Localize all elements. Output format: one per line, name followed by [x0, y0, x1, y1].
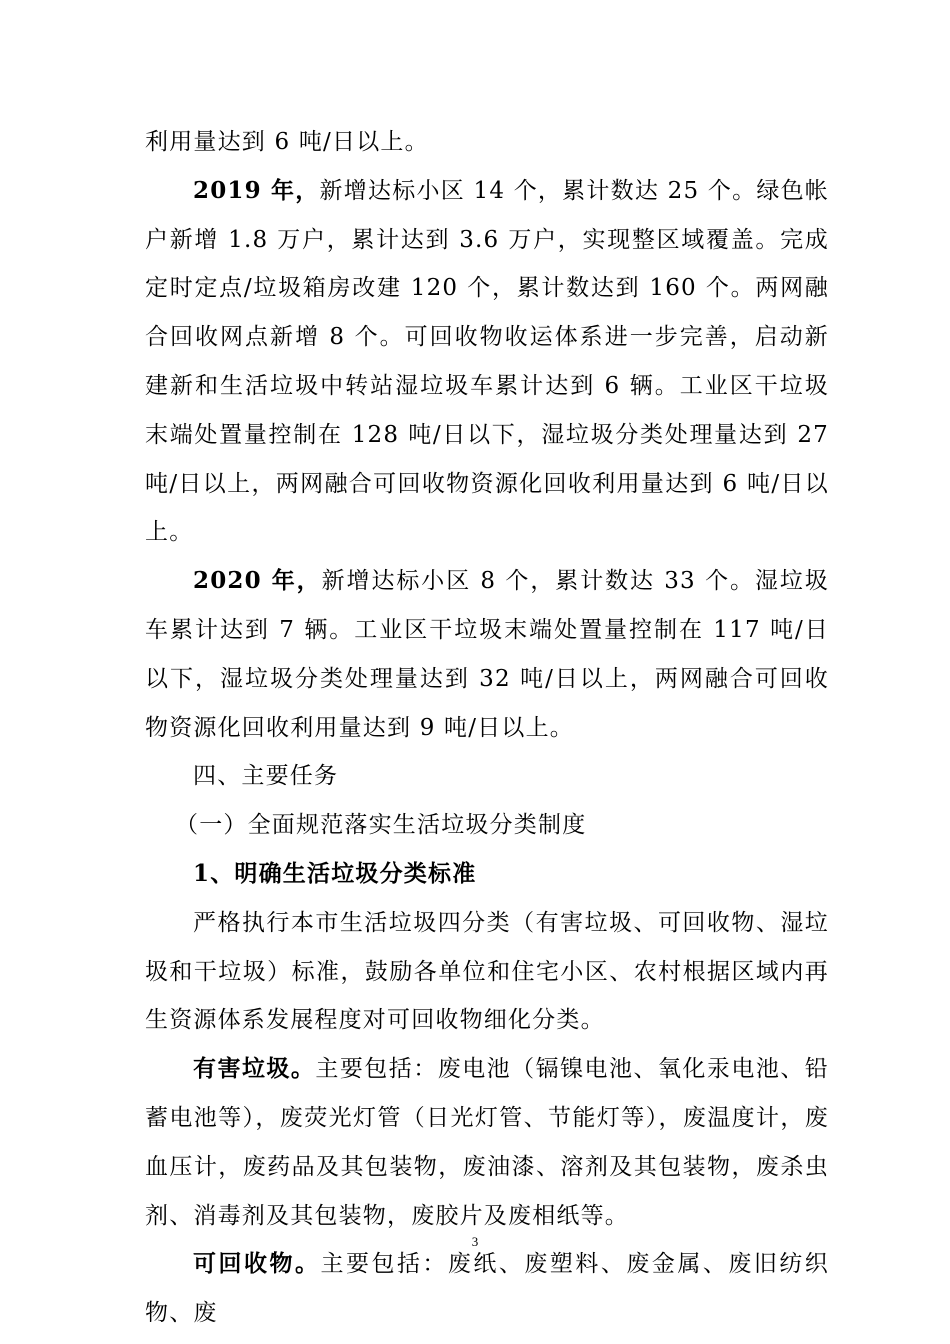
paragraph-text: 主要包括：废电池（镉镍电池、氧化汞电池、铅蓄电池等），废荧光灯管（日光灯管、节能灯等），废温度计，废血压计，废药品及其包装物，废油漆、溶剂及其包装物，废杀虫剂、消毒剂及其包装物，废胶片及废相纸等。: [145, 1056, 829, 1229]
page-number: 3: [471, 1234, 479, 1249]
recyclables-label: 可回收物。: [193, 1250, 321, 1278]
paragraph-text: 利用量达到 6 吨/日以上。: [145, 129, 429, 155]
hazardous-waste-label: 有害垃圾。: [193, 1055, 316, 1083]
year-2020-label: 2020 年，: [193, 567, 322, 595]
section-heading-main-tasks: 四、主要任务: [193, 763, 339, 790]
paragraph-text: 新增达标小区 14 个，累计数达 25 个。绿色帐户新增 1.8 万户，累计达到 3.6 万户，实现整区域覆盖。完成定时定点/垃圾箱房改建 120 个，累计数达到 160 个。两网融合回收网点新增 8 个。可回收物收运体系进一步完善，启动新建新和生活垃圾中转站湿垃圾车累计达到 6 辆。工业区干垃圾末端处置量控制在 128 吨/日以下，湿垃圾分类处理量达到 27 吨/日以上，两网融合可回收物资源化回收利用量达到 6 吨/日以上。: [145, 177, 830, 546]
document-body: [145, 118, 829, 1338]
paragraph-text: 新增达标小区 8 个，累计数达 33 个。湿垃圾车累计达到 7 辆。工业区干垃圾末端处置量控制在 117 吨/日以下，湿垃圾分类处理量达到 32 吨/日以上，两网融合可回收物资源化回收利用量达到 9 吨/日以上。: [145, 568, 829, 741]
item-heading: 1、明确生活垃圾分类标准: [193, 859, 477, 887]
paragraph-2019-targets: [145, 167, 829, 557]
paragraph-2020-targets: [145, 557, 829, 752]
subsection-heading: （一）全面规范落实生活垃圾分类制度: [175, 812, 587, 839]
paragraph-hazardous-waste: [145, 1045, 829, 1240]
paragraph-text: 主要包括：废纸、废塑料、废金属、废旧纺织物、废: [145, 1251, 830, 1327]
paragraph-classification-standard: [145, 899, 829, 1045]
paragraph-recyclables: [145, 1240, 829, 1338]
year-2019-label: 2019 年，: [193, 176, 320, 204]
paragraph-continuation: [145, 118, 829, 167]
paragraph-text: 严格执行本市生活垃圾四分类（有害垃圾、可回收物、湿垃圾和干垃圾）标准，鼓励各单位和住宅小区、农村根据区域内再生资源体系发展程度对可回收物细化分类。: [145, 909, 829, 1034]
